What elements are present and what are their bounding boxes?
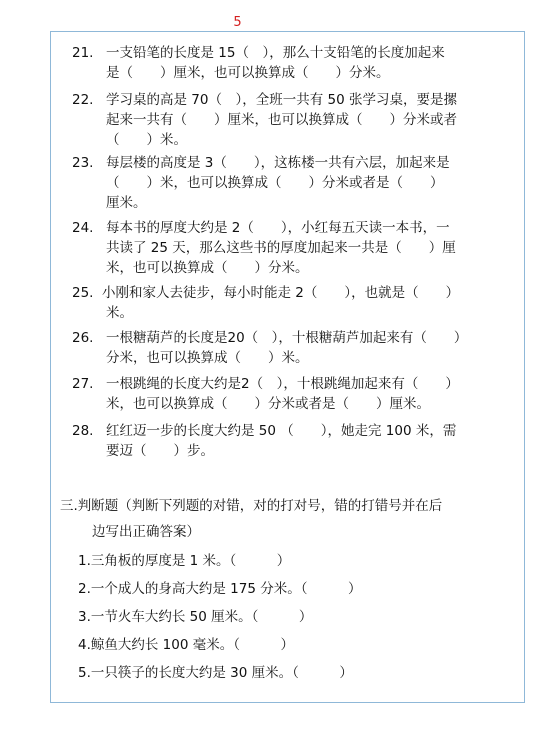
question-number: 26.	[72, 330, 94, 346]
question-text-line: 分米，也可以换算成（ ）米。	[106, 350, 309, 366]
question-text-line: 一支铅笔的长度是 15（ ），那么十支铅笔的长度加起来	[106, 45, 445, 61]
judgment-item-1: 1.三角板的厚度是 1 米。（ ）	[78, 553, 291, 569]
question-number: 21.	[72, 45, 94, 61]
judgment-item-3: 3.一节火车大约长 50 厘米。（ ）	[78, 609, 313, 625]
question-number: 22.	[72, 92, 94, 108]
question-text-line: 米，也可以换算成（ ）分米或者是（ ）厘米。	[106, 396, 430, 412]
question-text-line: 一根跳绳的长度大约是2（ ），十根跳绳加起来有（ ）	[106, 376, 459, 392]
question-text-line: 共读了 25 天，那么这些书的厚度加起来一共是（ ）厘	[106, 240, 456, 256]
question-text-line: 一根糖葫芦的长度是20（ ），十根糖葫芦加起来有（ ）	[106, 330, 468, 346]
question-text-line: （ ）米。	[106, 132, 187, 148]
question-text-line: 每本书的厚度大约是 2（ ），小红每五天读一本书，一	[106, 220, 450, 236]
question-text-line: 学习桌的高是 70（ ），全班一共有 50 张学习桌，要是摞	[106, 92, 457, 108]
judgment-item-5: 5.一只筷子的长度大约是 30 厘米。（ ）	[78, 665, 353, 681]
question-text-line: 米，也可以换算成（ ）分米。	[106, 260, 309, 276]
question-text-line: 厘米。	[106, 195, 147, 211]
judgment-item-4: 4.鲸鱼大约长 100 毫米。（ ）	[78, 637, 294, 653]
question-number: 25.	[72, 285, 94, 301]
judgment-item-2: 2.一个成人的身高大约是 175 分米。（ ）	[78, 581, 362, 597]
section-title: 三.判断题（判断下列题的对错，对的打对号，错的打错号并在后	[60, 498, 443, 514]
question-text-line: 是（ ）厘米，也可以换算成（ ）分米。	[106, 65, 390, 81]
question-text-line: 要迈（ ）步。	[106, 443, 214, 459]
section-title-continued: 边写出正确答案）	[92, 524, 200, 540]
page-number: 5	[233, 15, 242, 30]
question-text-line: （ ）米，也可以换算成（ ）分米或者是（ ）	[106, 175, 444, 191]
question-number: 27.	[72, 376, 94, 392]
question-text-line: 红红迈一步的长度大约是 50 （ ），她走完 100 米，需	[106, 423, 457, 439]
question-text-line: 每层楼的高度是 3（ ），这栋楼一共有六层，加起来是	[106, 155, 450, 171]
question-number: 23.	[72, 155, 94, 171]
question-number: 24.	[72, 220, 94, 236]
question-text-line: 米。	[106, 305, 133, 321]
question-text-line: 小刚和家人去徒步，每小时能走 2（ ），也就是（ ）	[102, 285, 460, 301]
question-text-line: 起来一共有（ ）厘米，也可以换算成（ ）分米或者	[106, 112, 457, 128]
question-number: 28.	[72, 423, 94, 439]
